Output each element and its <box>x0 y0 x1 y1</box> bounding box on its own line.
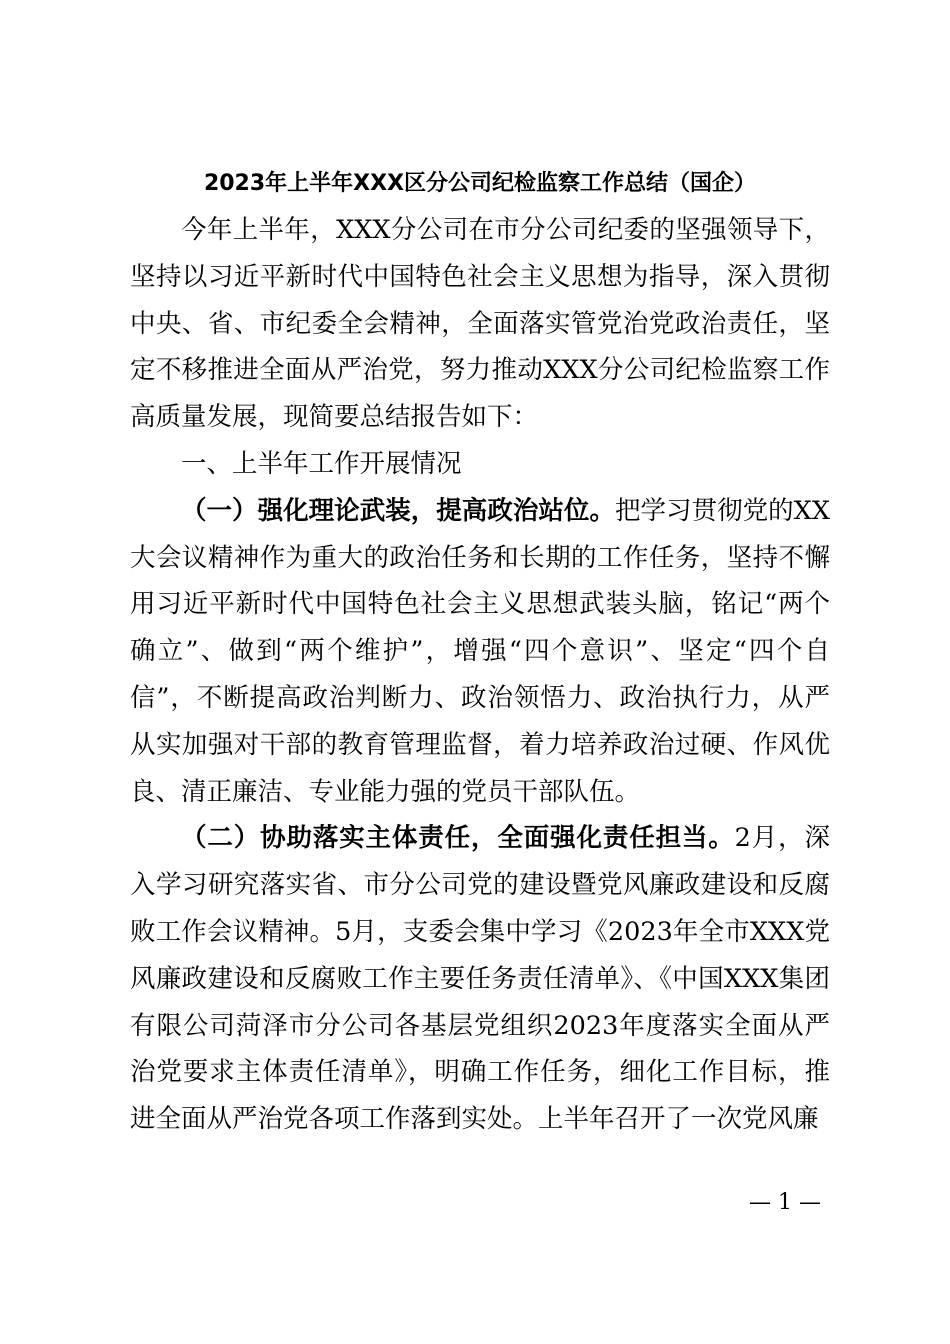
item-1-paragraph <box>130 488 830 816</box>
intro-paragraph: 今年上半年，XXX分公司在市分公司纪委的坚强领导下，坚持以习近平新时代中国特色社会主义思想为指导，深入贯彻中央、省、市纪委全会精神，全面落实管党治党政治责任，坚定不移推进全面从严治党，努力推动XXX分公司纪检监察工作高质量发展，现简要总结报告如下： <box>130 215 830 433</box>
document-title: 2023年上半年XXX区分公司纪检监察工作总结（国企） <box>203 171 757 196</box>
item-2-body: 2月，深入学习研究落实省、市分公司党的建设暨党风廉政建设和反腐败工作会议精神。5月，支委会集中学习《2023年全市XXX党风廉政建设和反腐败工作主要任务责任清单》、《中国XXX集团有限公司菏泽市分公司各基层党组织2023年度落实全面从严治党要求主体责任清单》，明确工作任务，细化工作目标，推进全面从严治党各项工作落到实处。上半年召开了一次党风廉 <box>130 823 830 1135</box>
item-1-lead: （一）强化理论武装，提高政治站位。 <box>181 495 615 526</box>
page-number: — 1 — <box>749 1190 821 1215</box>
document-body <box>130 161 830 1143</box>
item-2-paragraph <box>130 815 830 1143</box>
item-2-lead: （二）协助落实主体责任，全面强化责任担当。 <box>181 823 735 854</box>
section-heading: 一、上半年工作开展情况 <box>181 448 462 479</box>
item-1-body: 把学习贯彻党的XX大会议精神作为重大的政治任务和长期的工作任务，坚持不懈用习近平新时代中国特色社会主义思想武装头脑，铭记“两个确立”、做到“两个维护”，增强“四个意识”、坚定“四个自信”，不断提高政治判断力、政治领悟力、政治执行力，从严从实加强对干部的教育管理监督，着力培养政治过硬、作风优良、清正廉洁、专业能力强的党员干部队伍。 <box>130 495 830 807</box>
